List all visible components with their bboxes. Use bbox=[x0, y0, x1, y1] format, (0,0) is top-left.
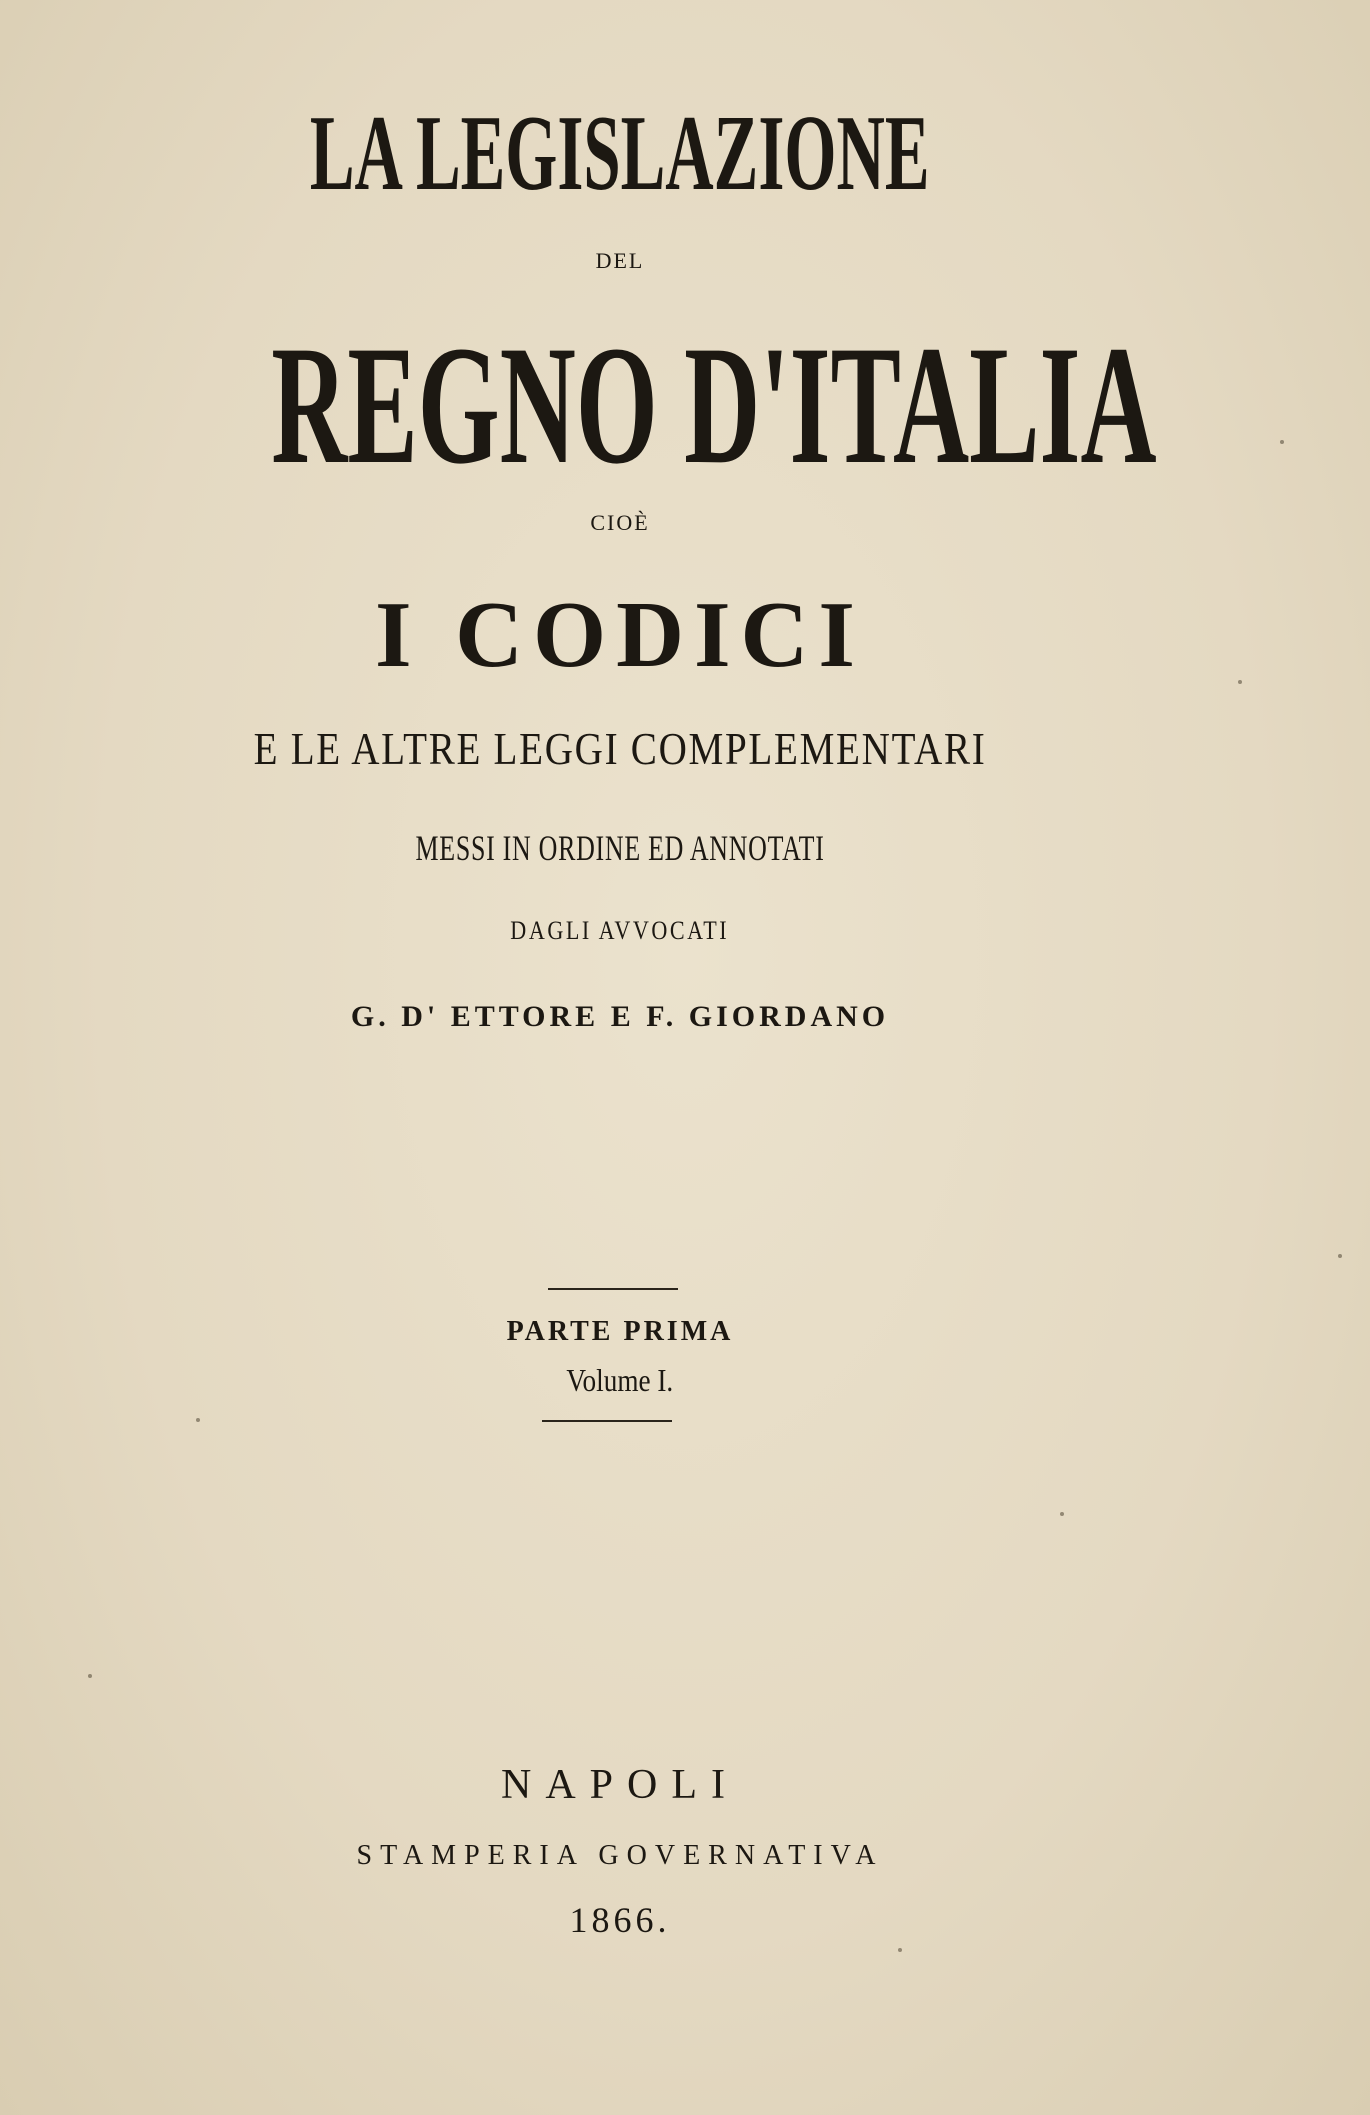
paper-speck bbox=[898, 1948, 902, 1952]
subtitle bbox=[0, 723, 1240, 774]
subtitle-text: E LE ALTRE LEGGI COMPLEMENTARI bbox=[253, 723, 987, 774]
paper-speck bbox=[1238, 680, 1242, 684]
connector-del: DEL bbox=[595, 248, 645, 273]
imprint-city: NAPOLI bbox=[501, 1762, 739, 1808]
description bbox=[0, 830, 1240, 866]
title-line-2 bbox=[0, 311, 1240, 499]
imprint-year: 1866. bbox=[569, 1900, 671, 1940]
title-line-3: I CODICI bbox=[374, 583, 865, 687]
title-line-1-text: LA LEGISLAZIONE bbox=[310, 94, 930, 213]
paper-speck bbox=[1280, 440, 1284, 444]
title-line-2-text: REGNO D'ITALIA bbox=[271, 311, 1157, 499]
paper-speck bbox=[1338, 1254, 1342, 1258]
title-line-1 bbox=[0, 94, 1240, 213]
description-text: MESSI IN ORDINE ED ANNOTATI bbox=[415, 828, 825, 868]
by-line-text: DAGLI AVVOCATI bbox=[510, 916, 730, 945]
divider-top bbox=[548, 1288, 678, 1290]
volume-label bbox=[0, 1364, 1240, 1396]
paper-speck bbox=[1060, 1512, 1064, 1516]
paper-speck bbox=[88, 1674, 92, 1678]
by-line bbox=[0, 918, 1240, 944]
paper-speck bbox=[196, 1418, 200, 1422]
imprint-printer: STAMPERIA GOVERNATIVA bbox=[356, 1840, 884, 1871]
authors: G. D' ETTORE E F. GIORDANO bbox=[350, 1000, 890, 1033]
part-label: PARTE PRIMA bbox=[506, 1316, 734, 1347]
volume-label-text: Volume I. bbox=[566, 1362, 674, 1398]
connector-cioe: CIOÈ bbox=[590, 510, 650, 535]
divider-bottom bbox=[542, 1420, 672, 1422]
